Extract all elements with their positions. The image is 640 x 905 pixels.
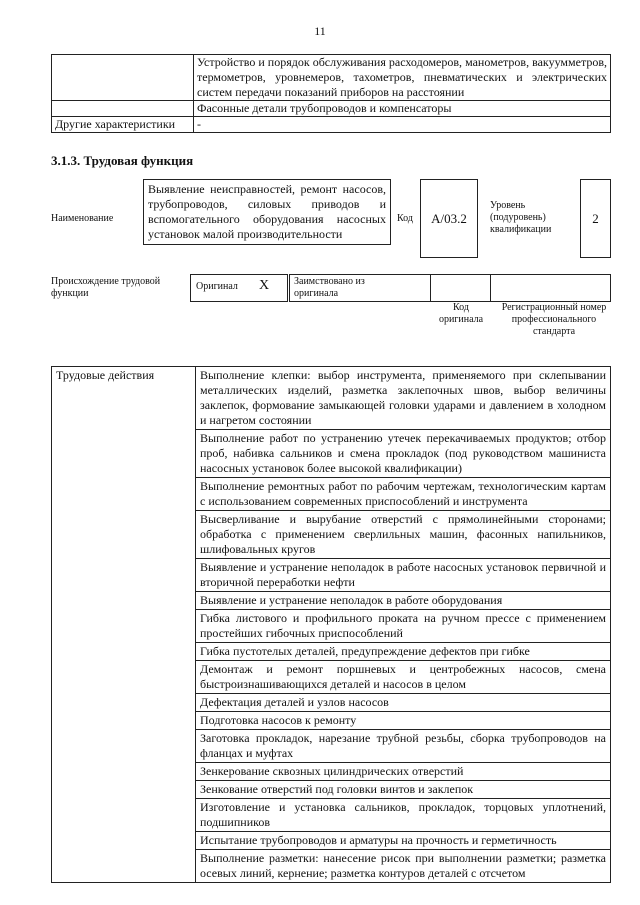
table-row — [52, 367, 611, 430]
original-label: Оригинал — [196, 281, 238, 292]
function-name: Выявление неисправностей, ремонт насосов, трубопроводов, силовых приводов и вспомогательного оборудования насосных установок малой производительности — [143, 179, 391, 245]
row-label — [52, 101, 194, 117]
list-item: Гибка листового и профильного проката на ручном прессе с применением простейших гибочных приспособлений — [196, 610, 611, 643]
list-item: Выявление и устранение неполадок в работе оборудования — [196, 592, 611, 610]
list-item: Дефектация деталей и узлов насосов — [196, 694, 611, 712]
table-row — [52, 55, 611, 101]
labor-actions-table — [51, 366, 611, 883]
level-label: Уровень (подуровень) квалификации — [490, 200, 552, 235]
page-number: 11 — [314, 24, 326, 38]
code-label: Код — [397, 213, 413, 224]
divider — [430, 274, 431, 301]
table-row — [52, 101, 611, 117]
row-value: Фасонные детали трубопроводов и компенсаторы — [194, 101, 611, 117]
divider — [490, 274, 491, 301]
labor-actions-label: Трудовые действия — [52, 367, 196, 883]
list-item: Зенкерование сквозных цилиндрических отверстий — [196, 763, 611, 781]
list-item: Подготовка насосов к ремонту — [196, 712, 611, 730]
list-item: Гибка пустотелых деталей, предупреждение дефектов при гибке — [196, 643, 611, 661]
list-item: Выявление и устранение неполадок в работе насосных установок первичной и вторичной переработки нефти — [196, 559, 611, 592]
list-item: Выполнение клепки: выбор инструмента, применяемого при склепывании металлических изделий, разметка заклепочных швов, выбор величины заклепок, формование замыкающей головки ударами и давлением в холодном и нагретом состоянии — [196, 367, 611, 430]
section-title: 3.1.3. Трудовая функция — [51, 153, 194, 168]
row-value: - — [194, 117, 611, 133]
list-item: Выполнение работ по устранению утечек перекачиваемых продуктов; отбор проб, набивка сальников и смена прокладок (под руководством машиниста насосных установок более высокой квалификации) — [196, 430, 611, 478]
list-item: Демонтаж и ремонт поршневых и центробежных насосов, смена быстроизнашивающихся деталей и насосов в целом — [196, 661, 611, 694]
row-value: Устройство и порядок обслуживания расходомеров, манометров, вакуумметров, термометров, уровнемеров, тахометров, пневматических и электрических систем передачи показаний приборов на расстоянии — [194, 55, 611, 101]
list-item: Высверливание и вырубание отверстий с прямолинейными сторонами; обработка с применением сверлильных машин, фасонных напильников, шлифовальных кругов — [196, 511, 611, 559]
code-caption: Код оригинала — [438, 302, 484, 325]
list-item: Выполнение разметки: нанесение рисок при выполнении разметки; разметка осевых линий, кернение; разметка контуров деталей с отсчетом — [196, 850, 611, 883]
row-label: Другие характеристики — [52, 117, 194, 133]
borrowed-label: Заимствовано из оригинала — [294, 276, 365, 299]
top-table — [51, 54, 611, 133]
origin-label: Происхождение трудовой функции — [51, 276, 161, 299]
list-item: Заготовка прокладок, нарезание трубной резьбы, сборка трубопроводов на фланцах и муфтах — [196, 730, 611, 763]
name-label: Наименование — [51, 213, 114, 224]
list-item: Изготовление и установка сальников, прокладок, торцовых уплотнений, подшипников — [196, 799, 611, 832]
row-label — [52, 55, 194, 101]
function-code: А/03.2 — [420, 179, 478, 258]
original-mark: X — [259, 278, 270, 293]
list-item: Испытание трубопроводов и арматуры на прочность и герметичность — [196, 832, 611, 850]
qualification-level: 2 — [580, 179, 611, 258]
registration-caption: Регистрационный номер профессионального стандарта — [501, 302, 607, 337]
list-item: Зенкование отверстий под головки винтов и заклепок — [196, 781, 611, 799]
list-item: Выполнение ремонтных работ по рабочим чертежам, технологическим картам с использованием современных приспособлений и инструмента — [196, 478, 611, 511]
table-row — [52, 117, 611, 133]
